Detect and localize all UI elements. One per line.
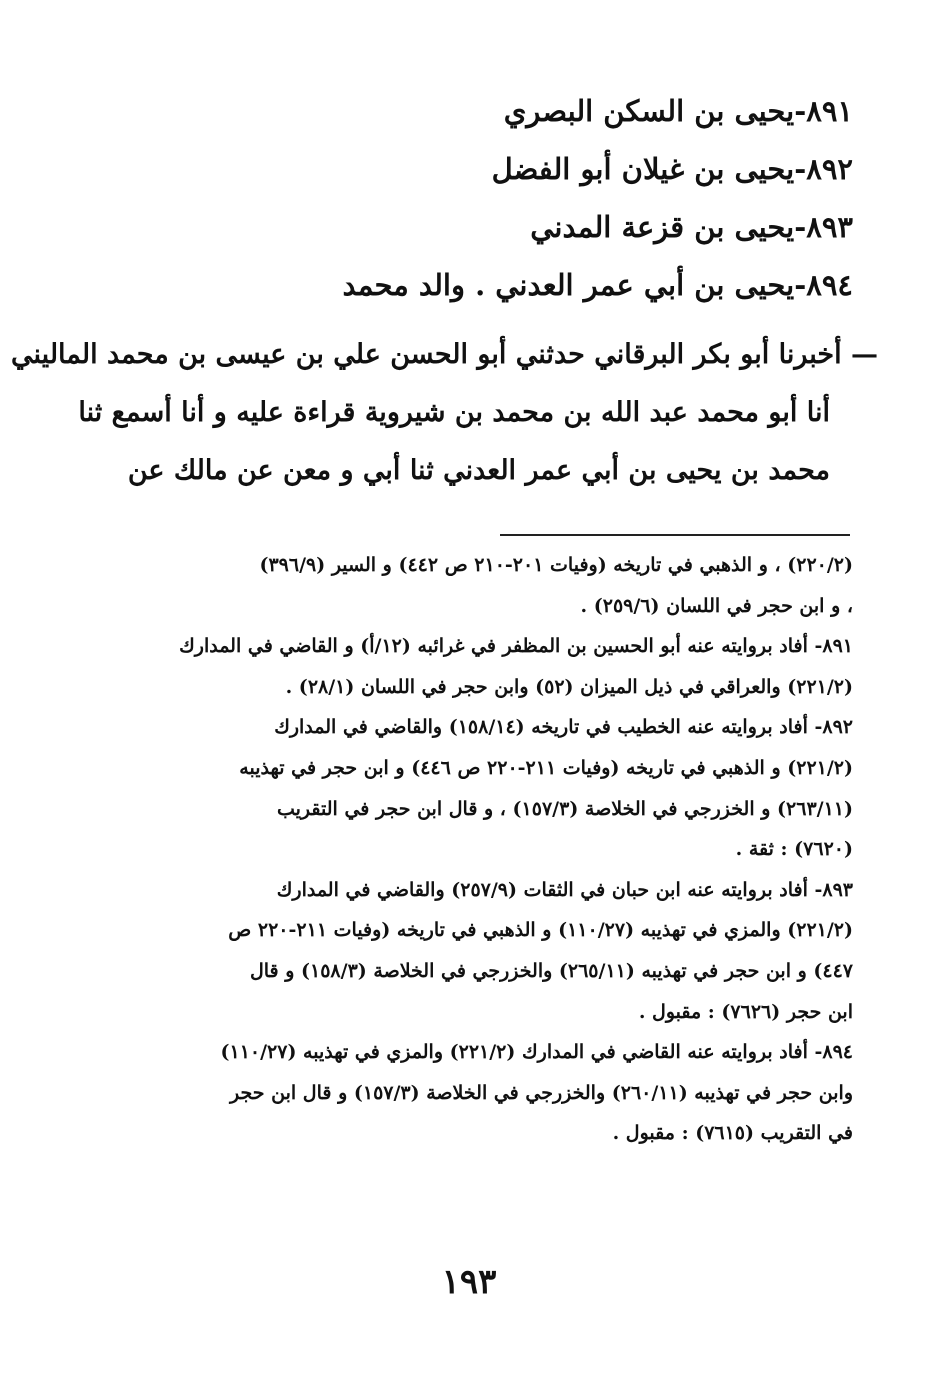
narration-line: أنا أبو محمد عبد الله بن محمد بن شيروية قراءة عليه و أنا أسمع ثنا [78, 397, 830, 428]
footnote-line: ٨٩٢- أفاد بروايته عنه الخطيب في تاريخه (١٥٨/١٤) والقاضي في المدارك [274, 716, 853, 739]
footnote-line: ٤٤٧) و ابن حجر في تهذيبه (٢٦٥/١١) والخزرجي في الخلاصة (١٥٨/٣) و قال [249, 959, 853, 982]
entry-list [93, 82, 853, 314]
narration-text [11, 326, 878, 500]
footnote-line: (٢٢٠/٢) ، و الذهبي في تاريخه (وفيات ٢٠١-٢١٠ ص ٤٤٢) و السير (٣٩٦/٩) [259, 554, 853, 576]
narration-line: محمد بن يحيى بن أبي عمر العدني ثنا أبي و معن عن مالك عن [127, 455, 830, 486]
entry-891: ٨٩١-يحيى بن السكن البصري [503, 94, 853, 128]
footnote-line: (٢٢١/٢) والمزي في تهذيبه (١١٠/٢٧) و الذهبي في تاريخه (وفيات ٢١١-٢٢٠ ص [228, 919, 853, 942]
footnote-divider [500, 534, 850, 536]
page-number: ١٩٣ [441, 1262, 497, 1302]
footnote-line: وابن حجر في تهذيبه (٢٦٠/١١) والخزرجي في الخلاصة (١٥٧/٣) و قال ابن حجر [230, 1081, 853, 1104]
footnote-line: (٧٦٢٠) : ثقة . [735, 838, 853, 861]
narration-line: — أخبرنا أبو بكر البرقاني حدثني أبو الحسن علي بن عيسى بن محمد الماليني [11, 339, 878, 370]
footnotes [113, 545, 853, 1154]
footnote-line: ٨٩١- أفاد بروايته عنه أبو الحسين بن المظفر في غرائبه (١٢/أ) و القاضي في المدارك [179, 635, 853, 658]
footnote-line: (٢٢١/٢) والعراقي في ذيل الميزان (٥٢) وابن حجر في اللسان (٢٨/١) . [285, 675, 853, 698]
footnote-line: (٢٢١/٢) و الذهبي في تاريخه (وفيات ٢١١-٢٢٠ ص ٤٤٦) و ابن حجر في تهذيبه [239, 756, 853, 779]
footnote-line: ابن حجر (٧٦٢٦) : مقبول . [638, 1000, 853, 1023]
footnote-line: ٨٩٤- أفاد بروايته عنه القاضي في المدارك (٢٢١/٢) والمزي في تهذيبه (١١٠/٢٧) [220, 1041, 853, 1064]
footnote-line: في التقريب (٧٦١٥) : مقبول . [612, 1122, 853, 1145]
entry-894: ٨٩٤-يحيى بن أبي عمر العدني . والد محمد [342, 268, 853, 302]
footnote-line: (٢٦٣/١١) و الخزرجي في الخلاصة (١٥٧/٣) ، و قال ابن حجر في التقريب [276, 797, 853, 820]
footnote-line: ، و ابن حجر في اللسان (٢٥٩/٦) . [580, 594, 853, 617]
entry-892: ٨٩٢-يحيى بن غيلان أبو الفضل [491, 152, 853, 186]
footnote-line: ٨٩٣- أفاد بروايته عنه ابن حبان في الثقات (٢٥٧/٩) والقاضي في المدارك [276, 878, 853, 901]
entry-893: ٨٩٣-يحيى بن قزعة المدني [530, 210, 853, 244]
